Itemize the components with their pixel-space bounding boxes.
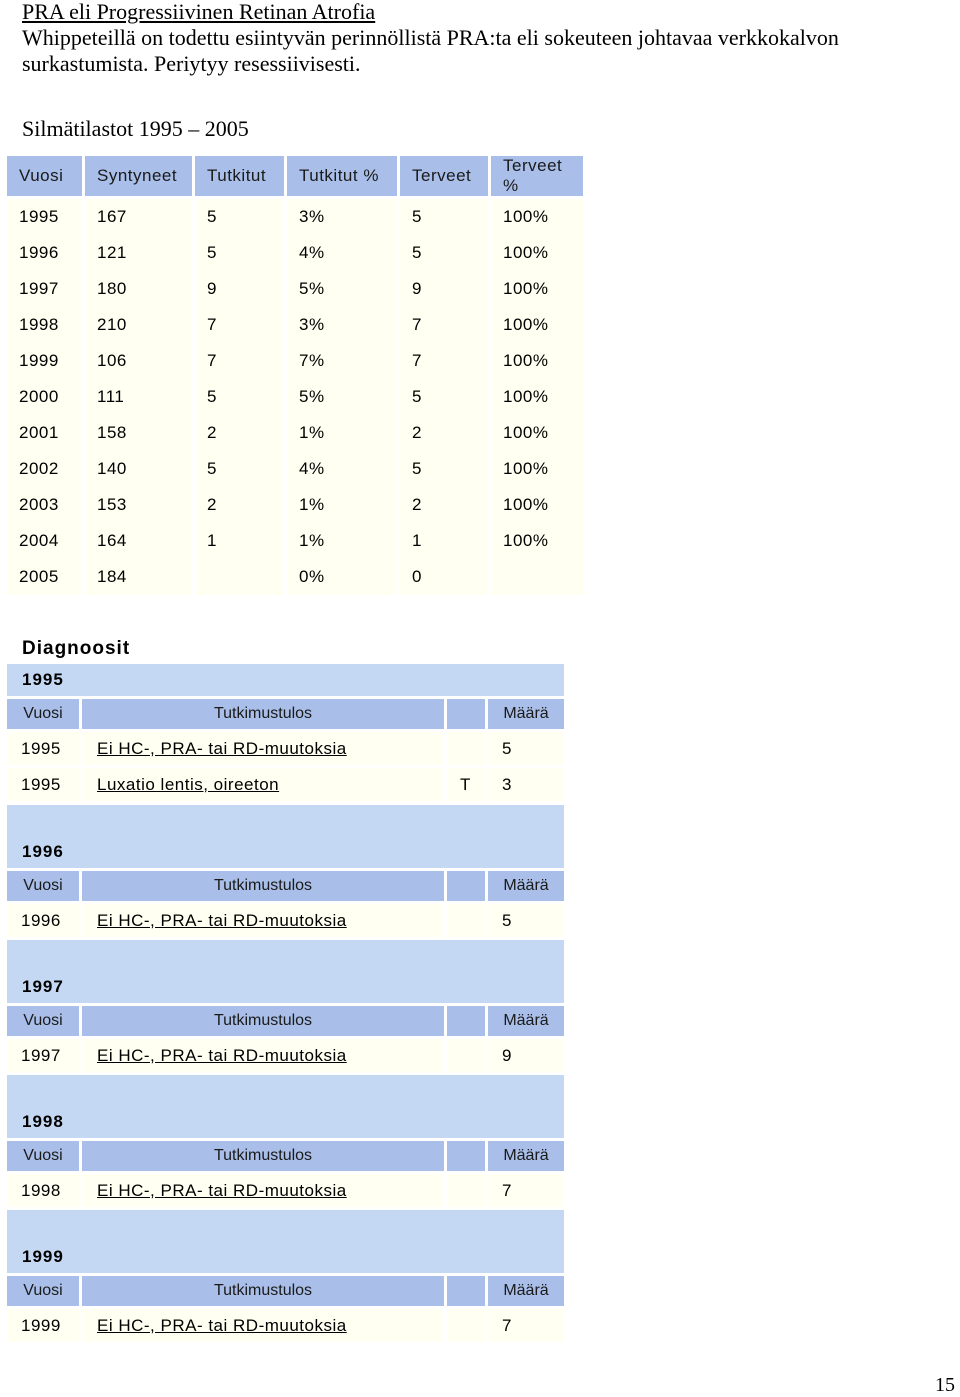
diagnosis-header-cell: Tutkimustulos <box>82 699 444 729</box>
stats-cell: 100% <box>491 199 583 235</box>
stats-cell: 153 <box>85 487 192 523</box>
year-band <box>7 805 564 868</box>
stats-cell: 158 <box>85 415 192 451</box>
diagnosis-cell: 1995 <box>7 768 79 801</box>
stats-cell: 3% <box>287 307 397 343</box>
diagnosis-year-block <box>7 1075 564 1207</box>
eye-stats-table <box>4 156 586 595</box>
diagnosis-row <box>7 904 564 937</box>
stats-cell <box>491 559 583 595</box>
diagnosis-header-cell <box>447 1141 485 1171</box>
diagnosis-cell: 7 <box>488 1174 564 1207</box>
diagnosis-header-row <box>7 699 564 729</box>
stats-row <box>7 271 583 307</box>
stats-cell: 7 <box>195 307 284 343</box>
stats-cell: 2000 <box>7 379 82 415</box>
year-heading: 1999 <box>22 1247 64 1266</box>
diagnosis-cell <box>447 1309 485 1342</box>
diagnosis-year-block <box>7 664 564 801</box>
diagnosis-cell: 1998 <box>7 1174 79 1207</box>
stats-cell <box>195 559 284 595</box>
diagnosis-header-cell: Vuosi <box>7 699 79 729</box>
stats-cell: 164 <box>85 523 192 559</box>
diagnosis-result-link[interactable]: Ei HC-, PRA- tai RD-muutoksia <box>82 732 444 765</box>
stats-header-cell: Tutkitut <box>195 156 284 199</box>
stats-cell: 1995 <box>7 199 82 235</box>
year-band <box>7 1210 564 1273</box>
stats-cell: 167 <box>85 199 192 235</box>
stats-row <box>7 487 583 523</box>
stats-row <box>7 415 583 451</box>
stats-cell: 100% <box>491 343 583 379</box>
stats-cell: 2 <box>195 415 284 451</box>
diagnosis-header-cell: Määrä <box>488 1276 564 1306</box>
stats-row <box>7 523 583 559</box>
stats-header-cell: Tutkitut % <box>287 156 397 199</box>
stats-cell: 2005 <box>7 559 82 595</box>
page-title[interactable]: PRA eli Progressiivinen Retinan Atrofia <box>22 0 376 24</box>
stats-cell: 4% <box>287 235 397 271</box>
stats-cell: 100% <box>491 451 583 487</box>
diagnosis-header-cell: Vuosi <box>7 871 79 901</box>
diagnosis-header-cell: Määrä <box>488 699 564 729</box>
stats-cell: 1 <box>195 523 284 559</box>
stats-cell: 2002 <box>7 451 82 487</box>
stats-cell: 5% <box>287 271 397 307</box>
diagnosis-year-block <box>7 940 564 1072</box>
diagnosis-cell: 1997 <box>7 1039 79 1072</box>
diagnosis-cell: 5 <box>488 732 564 765</box>
stats-row <box>7 379 583 415</box>
stats-cell: 106 <box>85 343 192 379</box>
year-heading: 1996 <box>22 842 64 861</box>
stats-cell: 1% <box>287 487 397 523</box>
stats-cell: 1998 <box>7 307 82 343</box>
stats-cell: 9 <box>195 271 284 307</box>
diagnosis-row <box>7 768 564 801</box>
diagnosis-result-link[interactable]: Ei HC-, PRA- tai RD-muutoksia <box>82 1309 444 1342</box>
diagnosis-row <box>7 732 564 765</box>
diagnosis-cell: T <box>447 768 485 801</box>
stats-row <box>7 307 583 343</box>
diagnosis-header-row <box>7 1006 564 1036</box>
diagnosis-header-row <box>7 871 564 901</box>
diagnosis-cell: 1995 <box>7 732 79 765</box>
diagnosis-result-link[interactable]: Ei HC-, PRA- tai RD-muutoksia <box>82 1039 444 1072</box>
stats-cell: 121 <box>85 235 192 271</box>
diagnosis-header-row <box>7 1276 564 1306</box>
stats-cell: 1 <box>400 523 488 559</box>
stats-cell: 4% <box>287 451 397 487</box>
stats-cell: 2 <box>400 415 488 451</box>
intro-paragraph: Whippeteillä on todettu esiintyvän perinnöllistä PRA:ta eli sokeuteen johtavaa verkkokalvon surkastumista. Periytyy resessiivisesti. <box>22 25 839 76</box>
diagnosis-cell <box>447 904 485 937</box>
stats-cell: 140 <box>85 451 192 487</box>
diagnosis-cell: 9 <box>488 1039 564 1072</box>
stats-cell: 5 <box>195 199 284 235</box>
stats-cell: 2 <box>195 487 284 523</box>
stats-cell: 2 <box>400 487 488 523</box>
page-number: 15 <box>935 1374 955 1396</box>
diagnosis-cell: 7 <box>488 1309 564 1342</box>
diagnosis-header-cell <box>447 1276 485 1306</box>
diagnosis-header-cell: Tutkimustulos <box>82 1141 444 1171</box>
diagnosis-header-cell <box>447 699 485 729</box>
diagnosis-header-cell: Määrä <box>488 1141 564 1171</box>
stats-cell: 7 <box>400 343 488 379</box>
stats-cell: 100% <box>491 307 583 343</box>
diagnosis-header-cell <box>447 1006 485 1036</box>
stats-cell: 5 <box>195 235 284 271</box>
diagnosis-row <box>7 1174 564 1207</box>
diagnosis-header-cell: Vuosi <box>7 1006 79 1036</box>
stats-cell: 5 <box>400 199 488 235</box>
stats-cell: 2004 <box>7 523 82 559</box>
diagnosis-cell: 1999 <box>7 1309 79 1342</box>
stats-cell: 5 <box>400 379 488 415</box>
stats-cell: 1% <box>287 415 397 451</box>
stats-cell: 0% <box>287 559 397 595</box>
stats-cell: 210 <box>85 307 192 343</box>
stats-cell: 5% <box>287 379 397 415</box>
diagnosis-row <box>7 1309 564 1342</box>
year-band <box>7 1075 564 1138</box>
stats-header-cell: Terveet % <box>491 156 583 199</box>
stats-cell: 100% <box>491 271 583 307</box>
diagnosis-year-block <box>7 805 564 937</box>
diagnosis-header-cell: Vuosi <box>7 1141 79 1171</box>
stats-header-cell: Terveet <box>400 156 488 199</box>
stats-cell: 100% <box>491 379 583 415</box>
stats-cell: 111 <box>85 379 192 415</box>
diagnosis-result-link[interactable]: Luxatio lentis, oireeton <box>82 768 444 801</box>
diagnosis-cell <box>447 1174 485 1207</box>
diagnosis-result-link[interactable]: Ei HC-, PRA- tai RD-muutoksia <box>82 1174 444 1207</box>
stats-cell: 100% <box>491 235 583 271</box>
diagnosis-year-block <box>7 1210 564 1342</box>
diagnosis-row <box>7 1039 564 1072</box>
stats-row <box>7 199 583 235</box>
year-band <box>7 664 564 696</box>
stats-cell: 7 <box>400 307 488 343</box>
stats-cell: 5 <box>400 451 488 487</box>
stats-cell: 1999 <box>7 343 82 379</box>
stats-cell: 100% <box>491 487 583 523</box>
stats-cell: 7% <box>287 343 397 379</box>
year-heading: 1995 <box>22 670 64 689</box>
diagnosis-header-cell: Määrä <box>488 871 564 901</box>
year-heading: 1997 <box>22 977 64 996</box>
stats-cell: 5 <box>195 379 284 415</box>
stats-cell: 184 <box>85 559 192 595</box>
stats-cell: 180 <box>85 271 192 307</box>
stats-row <box>7 559 583 595</box>
year-band <box>7 940 564 1003</box>
diagnosis-header-row <box>7 1141 564 1171</box>
stats-row <box>7 235 583 271</box>
stats-cell: 2003 <box>7 487 82 523</box>
diagnosis-header-cell: Tutkimustulos <box>82 1276 444 1306</box>
diagnosis-header-cell: Tutkimustulos <box>82 871 444 901</box>
diagnoses-title: Diagnoosit <box>22 638 131 659</box>
stats-cell: 5 <box>195 451 284 487</box>
stats-cell: 9 <box>400 271 488 307</box>
stats-cell: 5 <box>400 235 488 271</box>
diagnosis-cell <box>447 1039 485 1072</box>
stats-cell: 1996 <box>7 235 82 271</box>
stats-cell: 100% <box>491 415 583 451</box>
stats-header-cell: Syntyneet <box>85 156 192 199</box>
stats-cell: 0 <box>400 559 488 595</box>
stats-row <box>7 451 583 487</box>
diagnosis-header-cell: Tutkimustulos <box>82 1006 444 1036</box>
diagnosis-header-cell: Vuosi <box>7 1276 79 1306</box>
stats-cell: 7 <box>195 343 284 379</box>
stats-cell: 2001 <box>7 415 82 451</box>
year-heading: 1998 <box>22 1112 64 1131</box>
diagnosis-cell <box>447 732 485 765</box>
diagnosis-header-cell <box>447 871 485 901</box>
stats-cell: 1997 <box>7 271 82 307</box>
stats-heading: Silmätilastot 1995 – 2005 <box>22 116 249 141</box>
stats-header-row <box>7 156 583 199</box>
diagnosis-result-link[interactable]: Ei HC-, PRA- tai RD-muutoksia <box>82 904 444 937</box>
stats-row <box>7 343 583 379</box>
stats-cell: 3% <box>287 199 397 235</box>
diagnosis-cell: 3 <box>488 768 564 801</box>
stats-cell: 1% <box>287 523 397 559</box>
diagnosis-cell: 5 <box>488 904 564 937</box>
diagnosis-cell: 1996 <box>7 904 79 937</box>
stats-cell: 100% <box>491 523 583 559</box>
diagnosis-header-cell: Määrä <box>488 1006 564 1036</box>
stats-header-cell: Vuosi <box>7 156 82 199</box>
